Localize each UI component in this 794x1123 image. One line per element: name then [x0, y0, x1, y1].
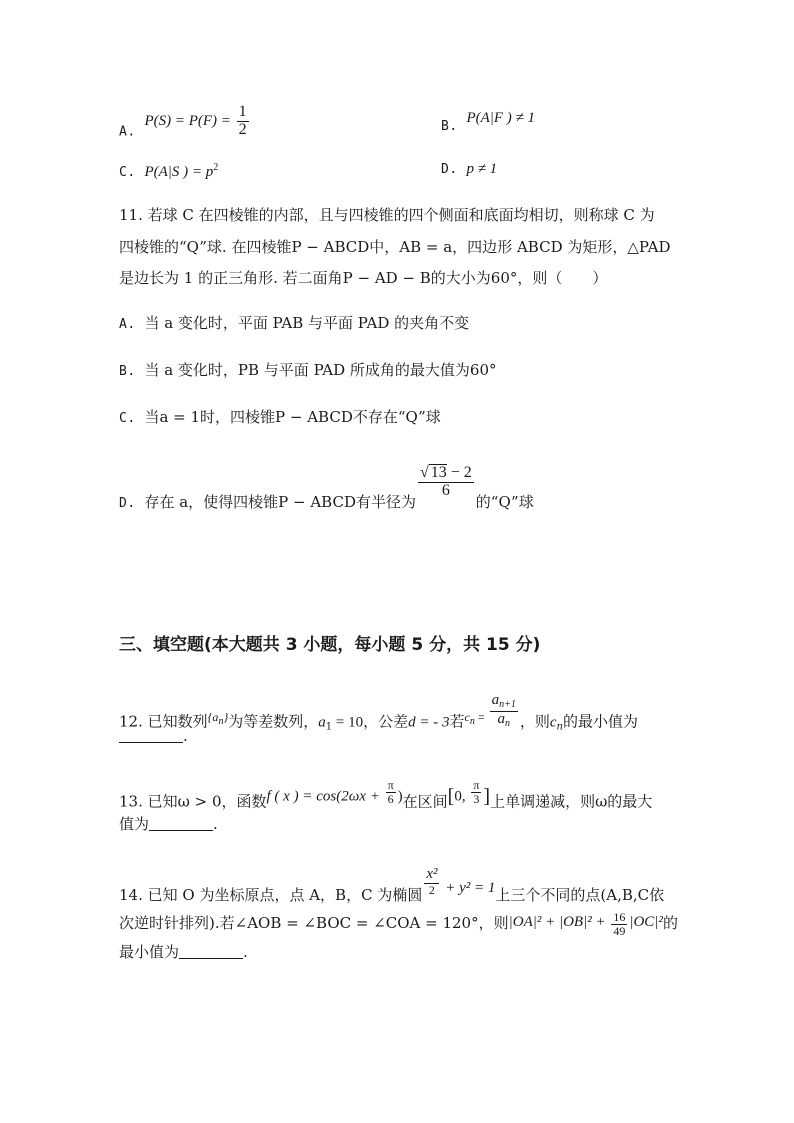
option-a-text: 当 a 变化时，平面 PAB 与平面 PAD 的夹角不变 [144, 314, 470, 332]
cn-fraction: $\frac{a_{n+1}}{a_n}$ [491, 692, 516, 729]
sixteen-over-49: $\frac{16}{49}$ [613, 910, 626, 938]
option-c-text: 当a = 1时，四棱锥P − ABCD不存在“Q”球 [144, 408, 441, 426]
option-d-pre: 存在 a，使得四棱锥P − ABCD有半径为 [144, 492, 416, 511]
pi-over-six: $\frac{\pi}{6}$ [387, 778, 394, 806]
answer-blank[interactable] [149, 816, 213, 831]
option-c-exponent: 2 [213, 162, 219, 173]
option-d-post: 的“Q”球 [475, 492, 534, 511]
option-label: D. [119, 495, 136, 511]
option-label: A. [119, 317, 136, 332]
q10-option-b [441, 108, 535, 137]
q11-stem-line2: 四棱锥的“Q”球. 在四棱锥P − ABCD中，AB = a，四边形 ABCD 为矩形，△PAD [119, 238, 671, 256]
option-b-text: 当 a 变化时，PB 与平面 PAD 所成角的最大值为60° [144, 361, 497, 379]
option-label: D. [441, 162, 458, 177]
option-label: B. [119, 364, 136, 379]
section-heading: 三、填空题(本大题共 3 小题，每小题 5 分，共 15 分) [119, 635, 541, 655]
q10-option-d [441, 158, 497, 180]
option-label: C. [119, 411, 136, 426]
radius-fraction: $\frac{√ 13 - 2}{6}$ [419, 464, 472, 499]
q12-line1: 12. 已知数列$^{\{a_n\}}$为等差数列，$a_1 = 10$，公差d = - 3若$^{c_n =}$ $\frac{a_{n+1}}{a_n}$ ，则$c_n$的最小值为 [119, 692, 639, 733]
q10-option-c [119, 158, 218, 183]
option-c-expr: P(A|S ) = p [144, 164, 214, 180]
option-label: A. [119, 124, 136, 140]
fraction-one-half: $\frac{1}{2}$ [238, 103, 247, 138]
q13-line2: 值为 . [119, 815, 218, 833]
option-d-expr: p ≠ 1 [466, 161, 498, 177]
q14-line2: 次逆时针排列).若∠AOB = ∠BOC = ∠COA = 120°，则|OA|² + |OB|² + $\frac{16}{49}$ |OC|²的 [119, 910, 678, 938]
option-label: B. [441, 119, 458, 134]
q11-option-d [119, 464, 534, 514]
option-label: C. [119, 165, 136, 180]
ellipse-fraction: $\frac{\text{x²}}{2}$ [426, 866, 438, 897]
q11-option-c [119, 407, 441, 429]
q14-line1: 14. 已知 O 为坐标原点，点 A，B，C 为椭圆 $\frac{\text{x²}}{2}$ + y² = 1上三个不同的点(A,B,C依 [119, 866, 665, 904]
answer-blank[interactable] [119, 728, 183, 743]
q11-stem-line3: 是边长为 1 的正三角形. 若二面角P − AD − B的大小为60°，则（ ） [119, 269, 608, 287]
q11-stem-line1: 11. 若球 C 在四棱锥的内部，且与四棱锥的四个侧面和底面均相切，则称球 C 为 [119, 206, 655, 224]
q14-line3: 最小值为 . [119, 943, 248, 961]
q13-line1: 13. 已知ω > 0，函数f ( x ) = cos(2ωx + $\frac{\pi}{6}$ )在区间[0, $\frac{\pi}{3}$ ]上单调递减，则ω的最大 [119, 778, 653, 811]
option-a-expr: P(S) = P(F) = [144, 113, 235, 130]
option-b-expr: P(A|F ) ≠ 1 [466, 110, 536, 126]
answer-blank[interactable] [179, 944, 243, 959]
q10-option-a [119, 104, 251, 142]
q12-answer-line: . [119, 726, 188, 746]
q11-option-b [119, 360, 497, 382]
pi-over-three: $\frac{\pi}{3}$ [473, 778, 480, 806]
q11-option-a [119, 313, 469, 335]
